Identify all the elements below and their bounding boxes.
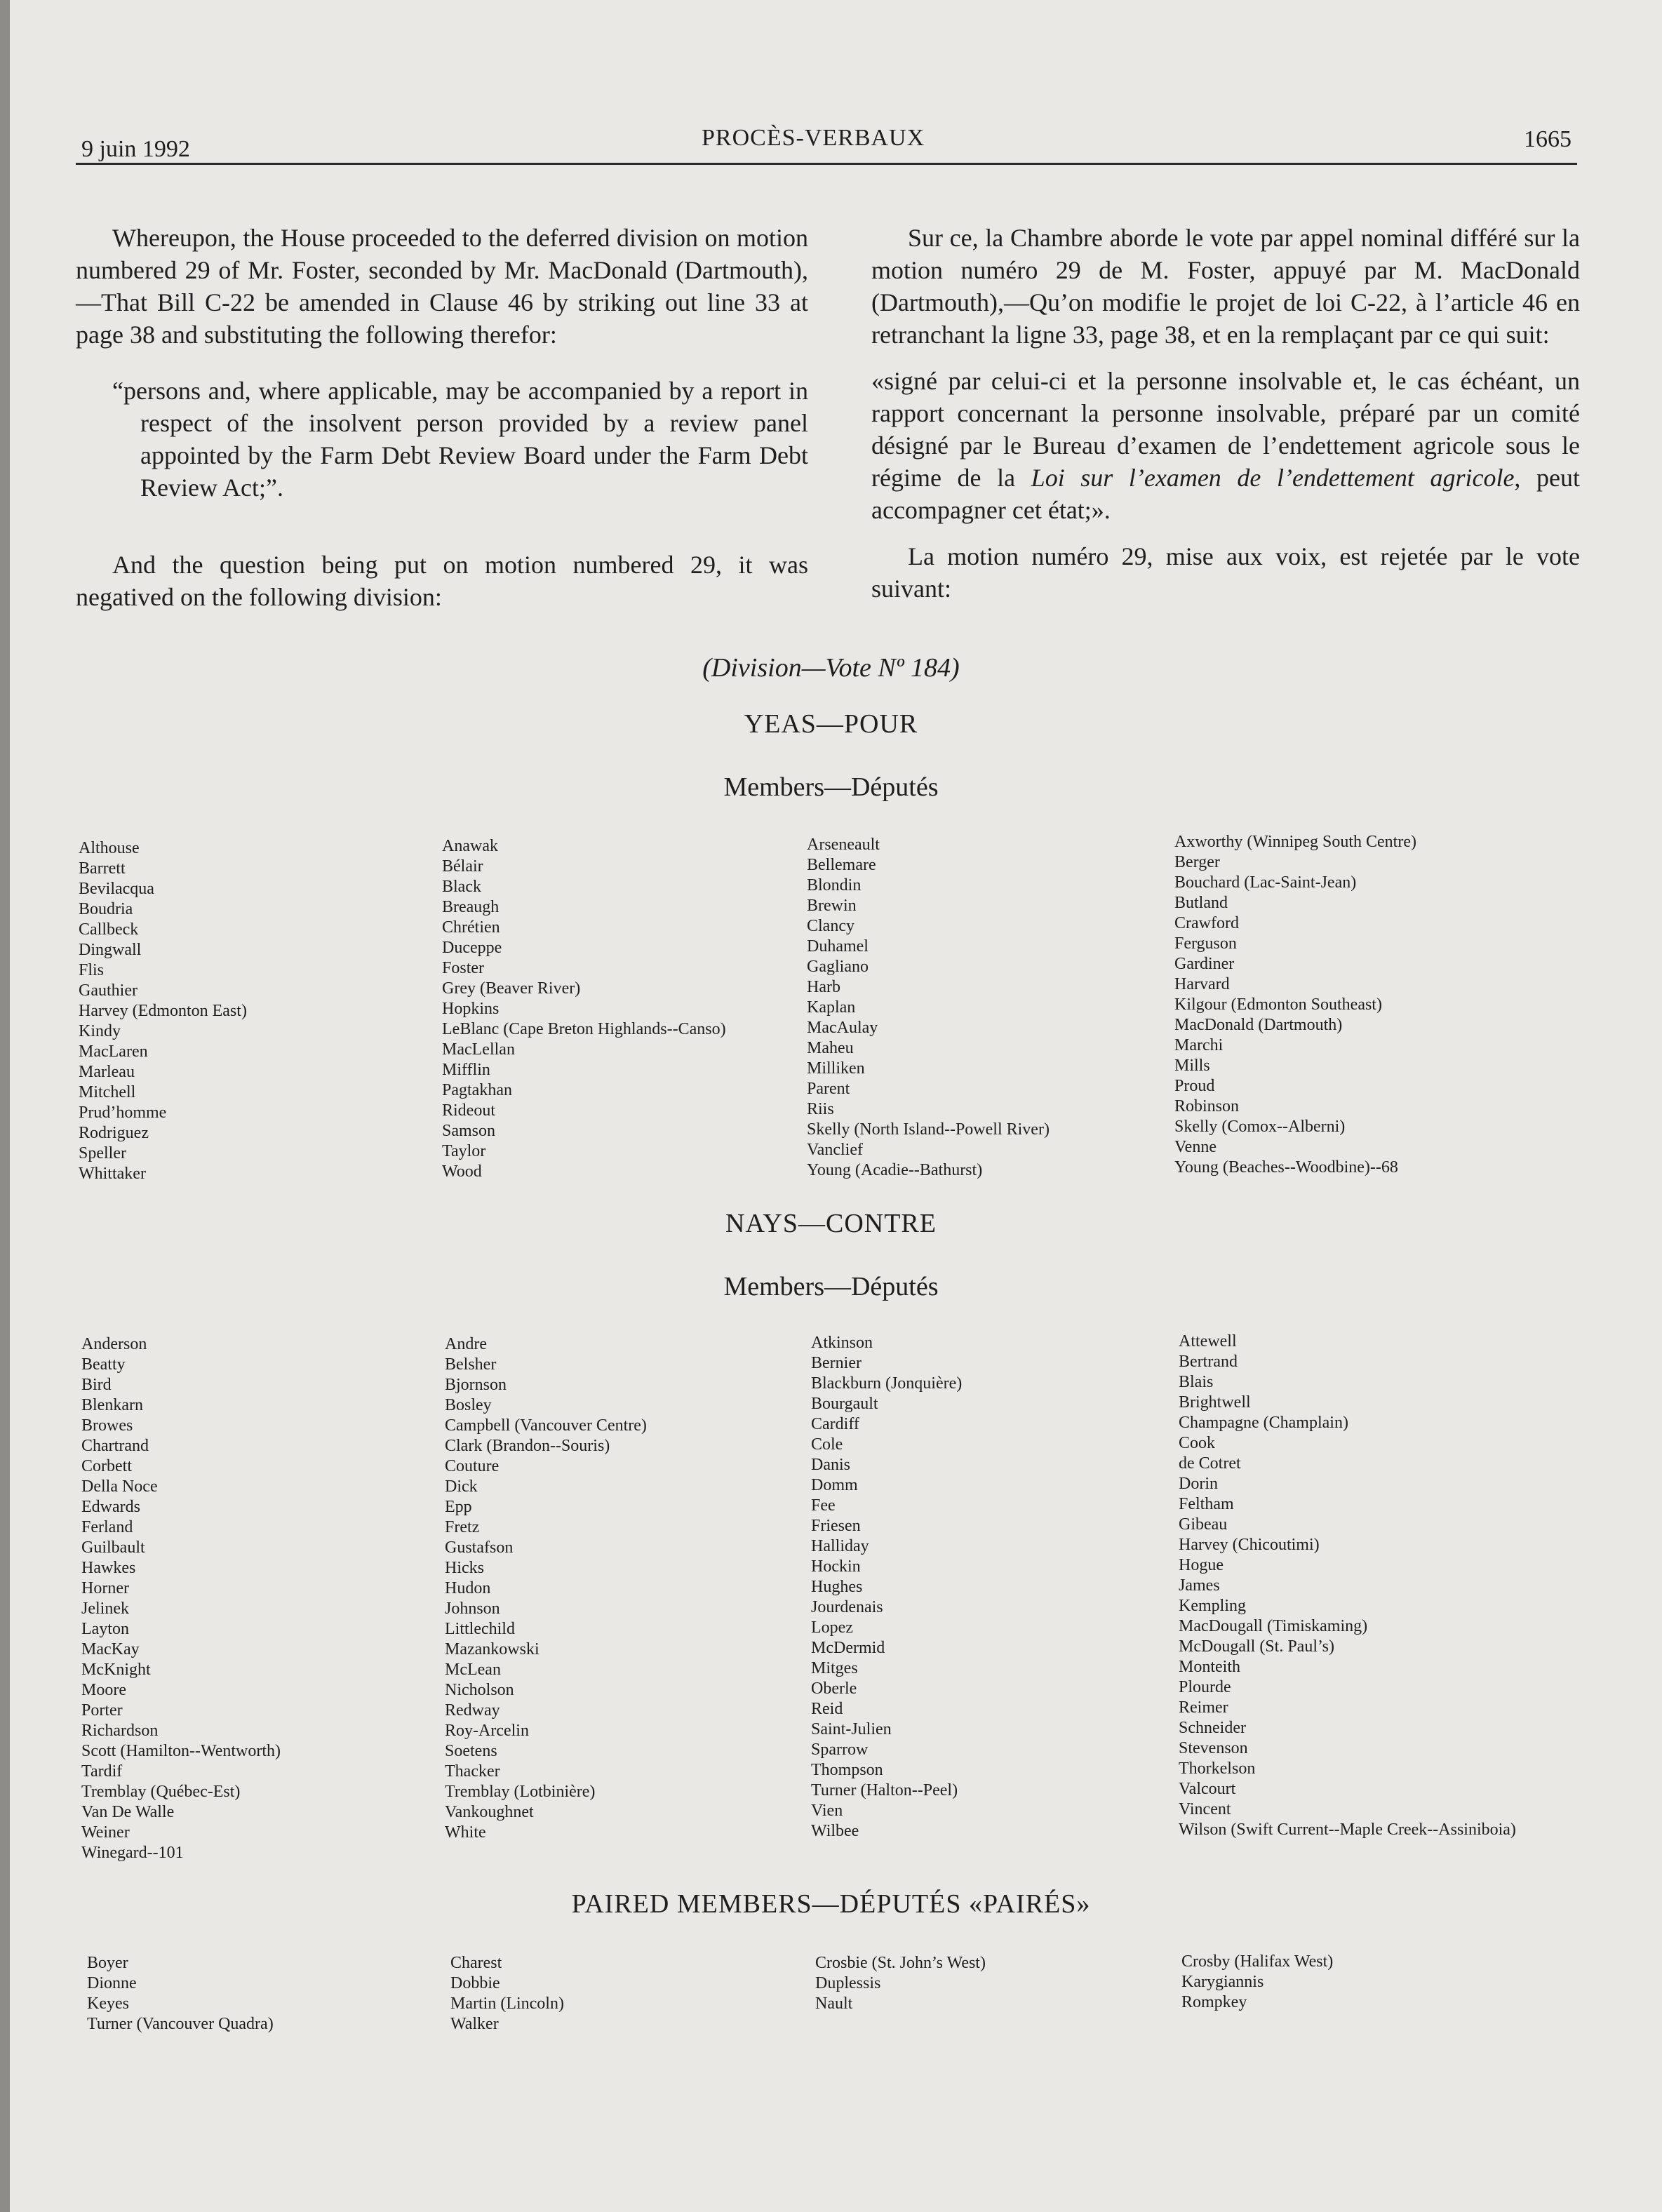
member-name: Bouchard (Lac-Saint-Jean): [1174, 873, 1357, 892]
member-name: Speller: [79, 1144, 126, 1162]
member-name: Rodriguez: [79, 1124, 149, 1142]
member-name: Bertrand: [1179, 1353, 1238, 1371]
member-name: Whittaker: [79, 1165, 146, 1183]
member-name: Rideout: [442, 1101, 495, 1120]
member-name: Venne: [1174, 1138, 1217, 1156]
member-name: Duplessis: [815, 1974, 881, 1992]
yeas-heading: YEAS—POUR: [744, 709, 918, 739]
member-name: Danis: [811, 1456, 850, 1474]
french-quote-part-1: «signé par celui-ci et la personne insolvable et, le cas échéant, un rapport concernant la personne insolvable, préparé par un comité désigné par le Bureau d’examen de l’endettement agricole sous le régime de la: [871, 367, 1580, 492]
member-name: Schneider: [1179, 1719, 1246, 1737]
member-name: Kilgour (Edmonton Southeast): [1174, 996, 1382, 1014]
member-name: Bosley: [445, 1396, 492, 1414]
member-name: Anawak: [442, 837, 498, 855]
paired-column-3: [815, 1953, 986, 2014]
member-name: Mitchell: [79, 1083, 136, 1101]
member-name: Taylor: [442, 1142, 486, 1160]
member-name: Richardson: [81, 1722, 159, 1740]
member-name: Friesen: [811, 1517, 861, 1535]
french-paragraph-1: Sur ce, la Chambre aborde le vote par appel nominal différé sur la motion numéro 29 de M. Foster, appuyé par M. MacDonald (Dartmouth),—Qu’on modifie le projet de loi C-22, à l’article 46 en retranchant la ligne 33, page 38, et en la remplaçant par ce qui suit:: [871, 224, 1580, 349]
member-name: Vanclief: [807, 1141, 863, 1159]
member-name: Domm: [811, 1476, 858, 1494]
member-name: Kempling: [1179, 1597, 1246, 1615]
member-name: Bernier: [811, 1354, 862, 1372]
member-name: Black: [442, 878, 481, 896]
member-name: Riis: [807, 1100, 834, 1118]
nays-column-3: [811, 1333, 962, 1842]
member-name: Crawford: [1174, 914, 1239, 932]
member-name: Mitges: [811, 1659, 858, 1677]
member-name: Nicholson: [445, 1681, 514, 1699]
member-name: Harvey (Edmonton East): [79, 1002, 247, 1020]
member-name: MacLellan: [442, 1040, 515, 1059]
member-name: Cole: [811, 1435, 843, 1454]
member-name: Proud: [1174, 1077, 1215, 1095]
member-name: Edwards: [81, 1498, 140, 1516]
member-name: Gauthier: [79, 981, 138, 1000]
paired-heading: PAIRED MEMBERS—DÉPUTÉS «PAIRÉS»: [571, 1889, 1091, 1919]
nays-column-2: [445, 1334, 647, 1843]
member-name: Vien: [811, 1802, 843, 1820]
member-name: Valcourt: [1179, 1780, 1236, 1798]
member-name: MacDougall (Timiskaming): [1179, 1617, 1368, 1635]
member-name: Blais: [1179, 1373, 1214, 1391]
member-name: Roy-Arcelin: [445, 1722, 529, 1740]
paired-column-2: [450, 1953, 564, 2035]
member-name: Blondin: [807, 876, 862, 894]
member-name: Barrett: [79, 859, 126, 878]
member-name: Turner (Vancouver Quadra): [87, 2015, 274, 2033]
nays-column-4: [1179, 1332, 1516, 1840]
member-name: MacLaren: [79, 1043, 148, 1061]
yeas-column-3: [807, 835, 1050, 1181]
member-name: Dobbie: [450, 1974, 500, 1992]
member-name: Charest: [450, 1954, 502, 1972]
member-name: James: [1179, 1576, 1220, 1595]
member-name: Attewell: [1179, 1332, 1237, 1350]
member-name: Harb: [807, 978, 840, 996]
member-name: MacAulay: [807, 1019, 878, 1037]
member-name: Mills: [1174, 1057, 1210, 1075]
member-name: Axworthy (Winnipeg South Centre): [1174, 833, 1416, 851]
member-name: Cardiff: [811, 1415, 859, 1433]
french-quote: [871, 365, 1580, 526]
member-name: Mifflin: [442, 1061, 490, 1079]
member-name: Robinson: [1174, 1097, 1240, 1115]
member-name: Rompkey: [1181, 1993, 1247, 2011]
member-name: Della Noce: [81, 1477, 158, 1496]
member-name: Porter: [81, 1701, 123, 1720]
member-name: Bourgault: [811, 1395, 878, 1413]
member-name: Skelly (Comox--Alberni): [1174, 1118, 1346, 1136]
member-name: Prud’homme: [79, 1104, 167, 1122]
member-name: Stevenson: [1179, 1739, 1248, 1757]
member-name: Plourde: [1179, 1678, 1231, 1696]
member-name: Blackburn (Jonquière): [811, 1374, 963, 1393]
member-name: Foster: [442, 959, 484, 977]
yeas-column-1: [79, 838, 247, 1184]
member-name: Thompson: [811, 1761, 883, 1779]
nays-heading: NAYS—CONTRE: [725, 1209, 937, 1238]
member-name: Couture: [445, 1457, 500, 1475]
member-name: Clancy: [807, 917, 855, 935]
member-name: Gardiner: [1174, 955, 1235, 973]
member-name: Butland: [1174, 894, 1228, 912]
member-name: Fretz: [445, 1518, 480, 1536]
member-name: Layton: [81, 1620, 129, 1638]
member-name: Marleau: [79, 1063, 135, 1081]
yeas-subheading: Members—Députés: [723, 772, 939, 802]
member-name: Gibeau: [1179, 1515, 1228, 1534]
member-name: Monteith: [1179, 1658, 1240, 1676]
member-name: MacDonald (Dartmouth): [1174, 1016, 1343, 1034]
member-name: Crosby (Halifax West): [1181, 1952, 1334, 1971]
member-name: Bird: [81, 1376, 112, 1394]
header-rule: [76, 163, 1577, 165]
member-name: Althouse: [79, 839, 140, 857]
member-name: Guilbault: [81, 1539, 145, 1557]
english-paragraph-2: And the question being put on motion numbered 29, it was negatived on the following division:: [76, 551, 808, 611]
member-name: Belsher: [445, 1355, 497, 1374]
member-name: Ferland: [81, 1518, 133, 1536]
member-name: Ferguson: [1174, 934, 1237, 953]
member-name: Dionne: [87, 1974, 137, 1992]
nays-subheading: Members—Députés: [723, 1272, 939, 1301]
member-name: Lopez: [811, 1618, 853, 1637]
member-name: Bjornson: [445, 1376, 507, 1394]
member-name: Dorin: [1179, 1475, 1218, 1493]
member-name: Hopkins: [442, 1000, 500, 1018]
member-name: Milliken: [807, 1059, 865, 1078]
member-name: Hudon: [445, 1579, 491, 1597]
member-name: Sparrow: [811, 1741, 869, 1759]
member-name: Hogue: [1179, 1556, 1224, 1574]
member-name: Boyer: [87, 1954, 128, 1972]
member-name: Beatty: [81, 1355, 126, 1374]
member-name: Martin (Lincoln): [450, 1995, 564, 2013]
member-name: Clark (Brandon--Souris): [445, 1437, 610, 1455]
member-name: Anderson: [81, 1335, 147, 1353]
member-name: Saint-Julien: [811, 1720, 892, 1738]
member-name: Maheu: [807, 1039, 854, 1057]
french-paragraph-2: La motion numéro 29, mise aux voix, est rejetée par le vote suivant:: [871, 542, 1580, 603]
member-name: Chrétien: [442, 918, 500, 937]
yeas-column-4: [1174, 832, 1416, 1178]
member-name: Young (Beaches--Woodbine)--68: [1174, 1158, 1398, 1177]
member-name: Van De Walle: [81, 1803, 175, 1821]
member-name: McDermid: [811, 1639, 885, 1657]
division-label: (Division—Vote Nº 184): [702, 653, 960, 683]
member-name: Atkinson: [811, 1334, 873, 1352]
french-quote-part-2: , peut accompagner cet état;».: [871, 464, 1580, 524]
member-name: Feltham: [1179, 1495, 1234, 1513]
member-name: Tardif: [81, 1762, 123, 1781]
member-name: Epp: [445, 1498, 472, 1516]
member-name: MacKay: [81, 1640, 140, 1658]
member-name: Reid: [811, 1700, 843, 1718]
member-name: de Cotret: [1179, 1454, 1241, 1473]
member-name: Kindy: [79, 1022, 121, 1040]
member-name: Corbett: [81, 1457, 132, 1475]
member-name: Kaplan: [807, 998, 856, 1017]
member-name: Tremblay (Québec-Est): [81, 1783, 241, 1801]
member-name: Horner: [81, 1579, 129, 1597]
paired-column-4: [1181, 1952, 1333, 2013]
member-name: Arseneault: [807, 836, 880, 854]
member-name: Fee: [811, 1496, 836, 1515]
member-name: Vincent: [1179, 1800, 1231, 1818]
member-name: Redway: [445, 1701, 500, 1720]
member-name: Boudria: [79, 900, 133, 918]
member-name: Marchi: [1174, 1036, 1224, 1054]
member-name: Thorkelson: [1179, 1759, 1256, 1778]
member-name: Turner (Halton--Peel): [811, 1781, 958, 1799]
member-name: Harvard: [1174, 975, 1230, 993]
member-name: Brightwell: [1179, 1393, 1251, 1412]
member-name: Duceppe: [442, 939, 502, 957]
nays-column-1: [81, 1334, 281, 1863]
english-column: [76, 222, 808, 613]
member-name: Wood: [442, 1162, 482, 1181]
member-name: Campbell (Vancouver Centre): [445, 1416, 647, 1435]
french-quote-act-title: Loi sur l’examen de l’endettement agricole: [1031, 464, 1515, 492]
member-name: Young (Acadie--Bathurst): [807, 1161, 983, 1179]
member-name: Skelly (North Island--Powell River): [807, 1120, 1050, 1139]
member-name: Dingwall: [79, 941, 142, 959]
header-date: 9 juin 1992: [81, 136, 190, 162]
member-name: Wilbee: [811, 1822, 859, 1840]
member-name: Karygiannis: [1181, 1973, 1264, 1991]
member-name: Vankoughnet: [445, 1803, 534, 1821]
member-name: Cook: [1179, 1434, 1216, 1452]
member-name: Dick: [445, 1477, 478, 1496]
member-name: Harvey (Chicoutimi): [1179, 1536, 1320, 1554]
member-name: Winegard--101: [81, 1844, 184, 1862]
member-name: Blenkarn: [81, 1396, 143, 1414]
member-name: Mazankowski: [445, 1640, 540, 1658]
member-name: Bellemare: [807, 856, 876, 874]
member-name: Bélair: [442, 857, 483, 876]
member-name: Hughes: [811, 1578, 863, 1596]
member-name: McDougall (St. Paul’s): [1179, 1637, 1334, 1656]
member-name: Hockin: [811, 1557, 861, 1576]
member-name: Hicks: [445, 1559, 484, 1577]
member-name: Berger: [1174, 853, 1220, 871]
header-page-number: 1665: [1524, 126, 1571, 152]
member-name: Brewin: [807, 897, 857, 915]
member-name: Hawkes: [81, 1559, 136, 1577]
member-name: Flis: [79, 961, 105, 979]
member-name: McKnight: [81, 1661, 151, 1679]
member-name: Wilson (Swift Current--Maple Creek--Assiniboia): [1179, 1821, 1516, 1839]
member-name: Soetens: [445, 1742, 497, 1760]
member-name: Oberle: [811, 1680, 857, 1698]
member-name: Champagne (Champlain): [1179, 1414, 1348, 1432]
member-name: Gustafson: [445, 1539, 514, 1557]
english-paragraph-1: Whereupon, the House proceeded to the deferred division on motion numbered 29 of Mr. Foster, seconded by Mr. MacDonald (Dartmouth),—That Bill C-22 be amended in Clause 46 by striking out line 33 at page 38 and substituting the following therefor:: [76, 224, 808, 349]
member-name: Nault: [815, 1995, 853, 2013]
member-name: Pagtakhan: [442, 1081, 512, 1099]
member-name: Reimer: [1179, 1698, 1228, 1717]
member-name: Browes: [81, 1416, 133, 1435]
english-quote: “persons and, where applicable, may be accompanied by a report in respect of the insolvent person provided by a review panel appointed by the Farm Debt Review Board under the Farm Debt Review Act;”.: [112, 377, 808, 502]
member-name: Jourdenais: [811, 1598, 883, 1616]
member-name: Weiner: [81, 1823, 130, 1842]
header-title: PROCÈS-VERBAUX: [702, 125, 925, 151]
member-name: Gagliano: [807, 958, 869, 976]
member-name: Thacker: [445, 1762, 500, 1781]
member-name: LeBlanc (Cape Breton Highlands--Canso): [442, 1020, 726, 1038]
paired-column-1: [87, 1953, 274, 2035]
member-name: Keyes: [87, 1995, 129, 2013]
member-name: Jelinek: [81, 1600, 129, 1618]
member-name: Grey (Beaver River): [442, 979, 581, 998]
member-name: Crosbie (St. John’s West): [815, 1954, 986, 1972]
member-name: Breaugh: [442, 898, 500, 916]
yeas-column-2: [442, 836, 726, 1182]
member-name: Johnson: [445, 1600, 500, 1618]
member-name: Parent: [807, 1080, 850, 1098]
member-name: Andre: [445, 1335, 487, 1353]
member-name: Littlechild: [445, 1620, 515, 1638]
french-column: [871, 222, 1580, 605]
member-name: Callbeck: [79, 920, 139, 939]
member-name: Halliday: [811, 1537, 869, 1555]
member-name: Scott (Hamilton--Wentworth): [81, 1742, 281, 1760]
member-name: Walker: [450, 2015, 499, 2033]
member-name: Tremblay (Lotbinière): [445, 1783, 596, 1801]
member-name: Bevilacqua: [79, 880, 154, 898]
member-name: Chartrand: [81, 1437, 149, 1455]
member-name: Moore: [81, 1681, 126, 1699]
member-name: McLean: [445, 1661, 501, 1679]
member-name: Samson: [442, 1122, 496, 1140]
member-name: White: [445, 1823, 486, 1842]
member-name: Duhamel: [807, 937, 869, 956]
